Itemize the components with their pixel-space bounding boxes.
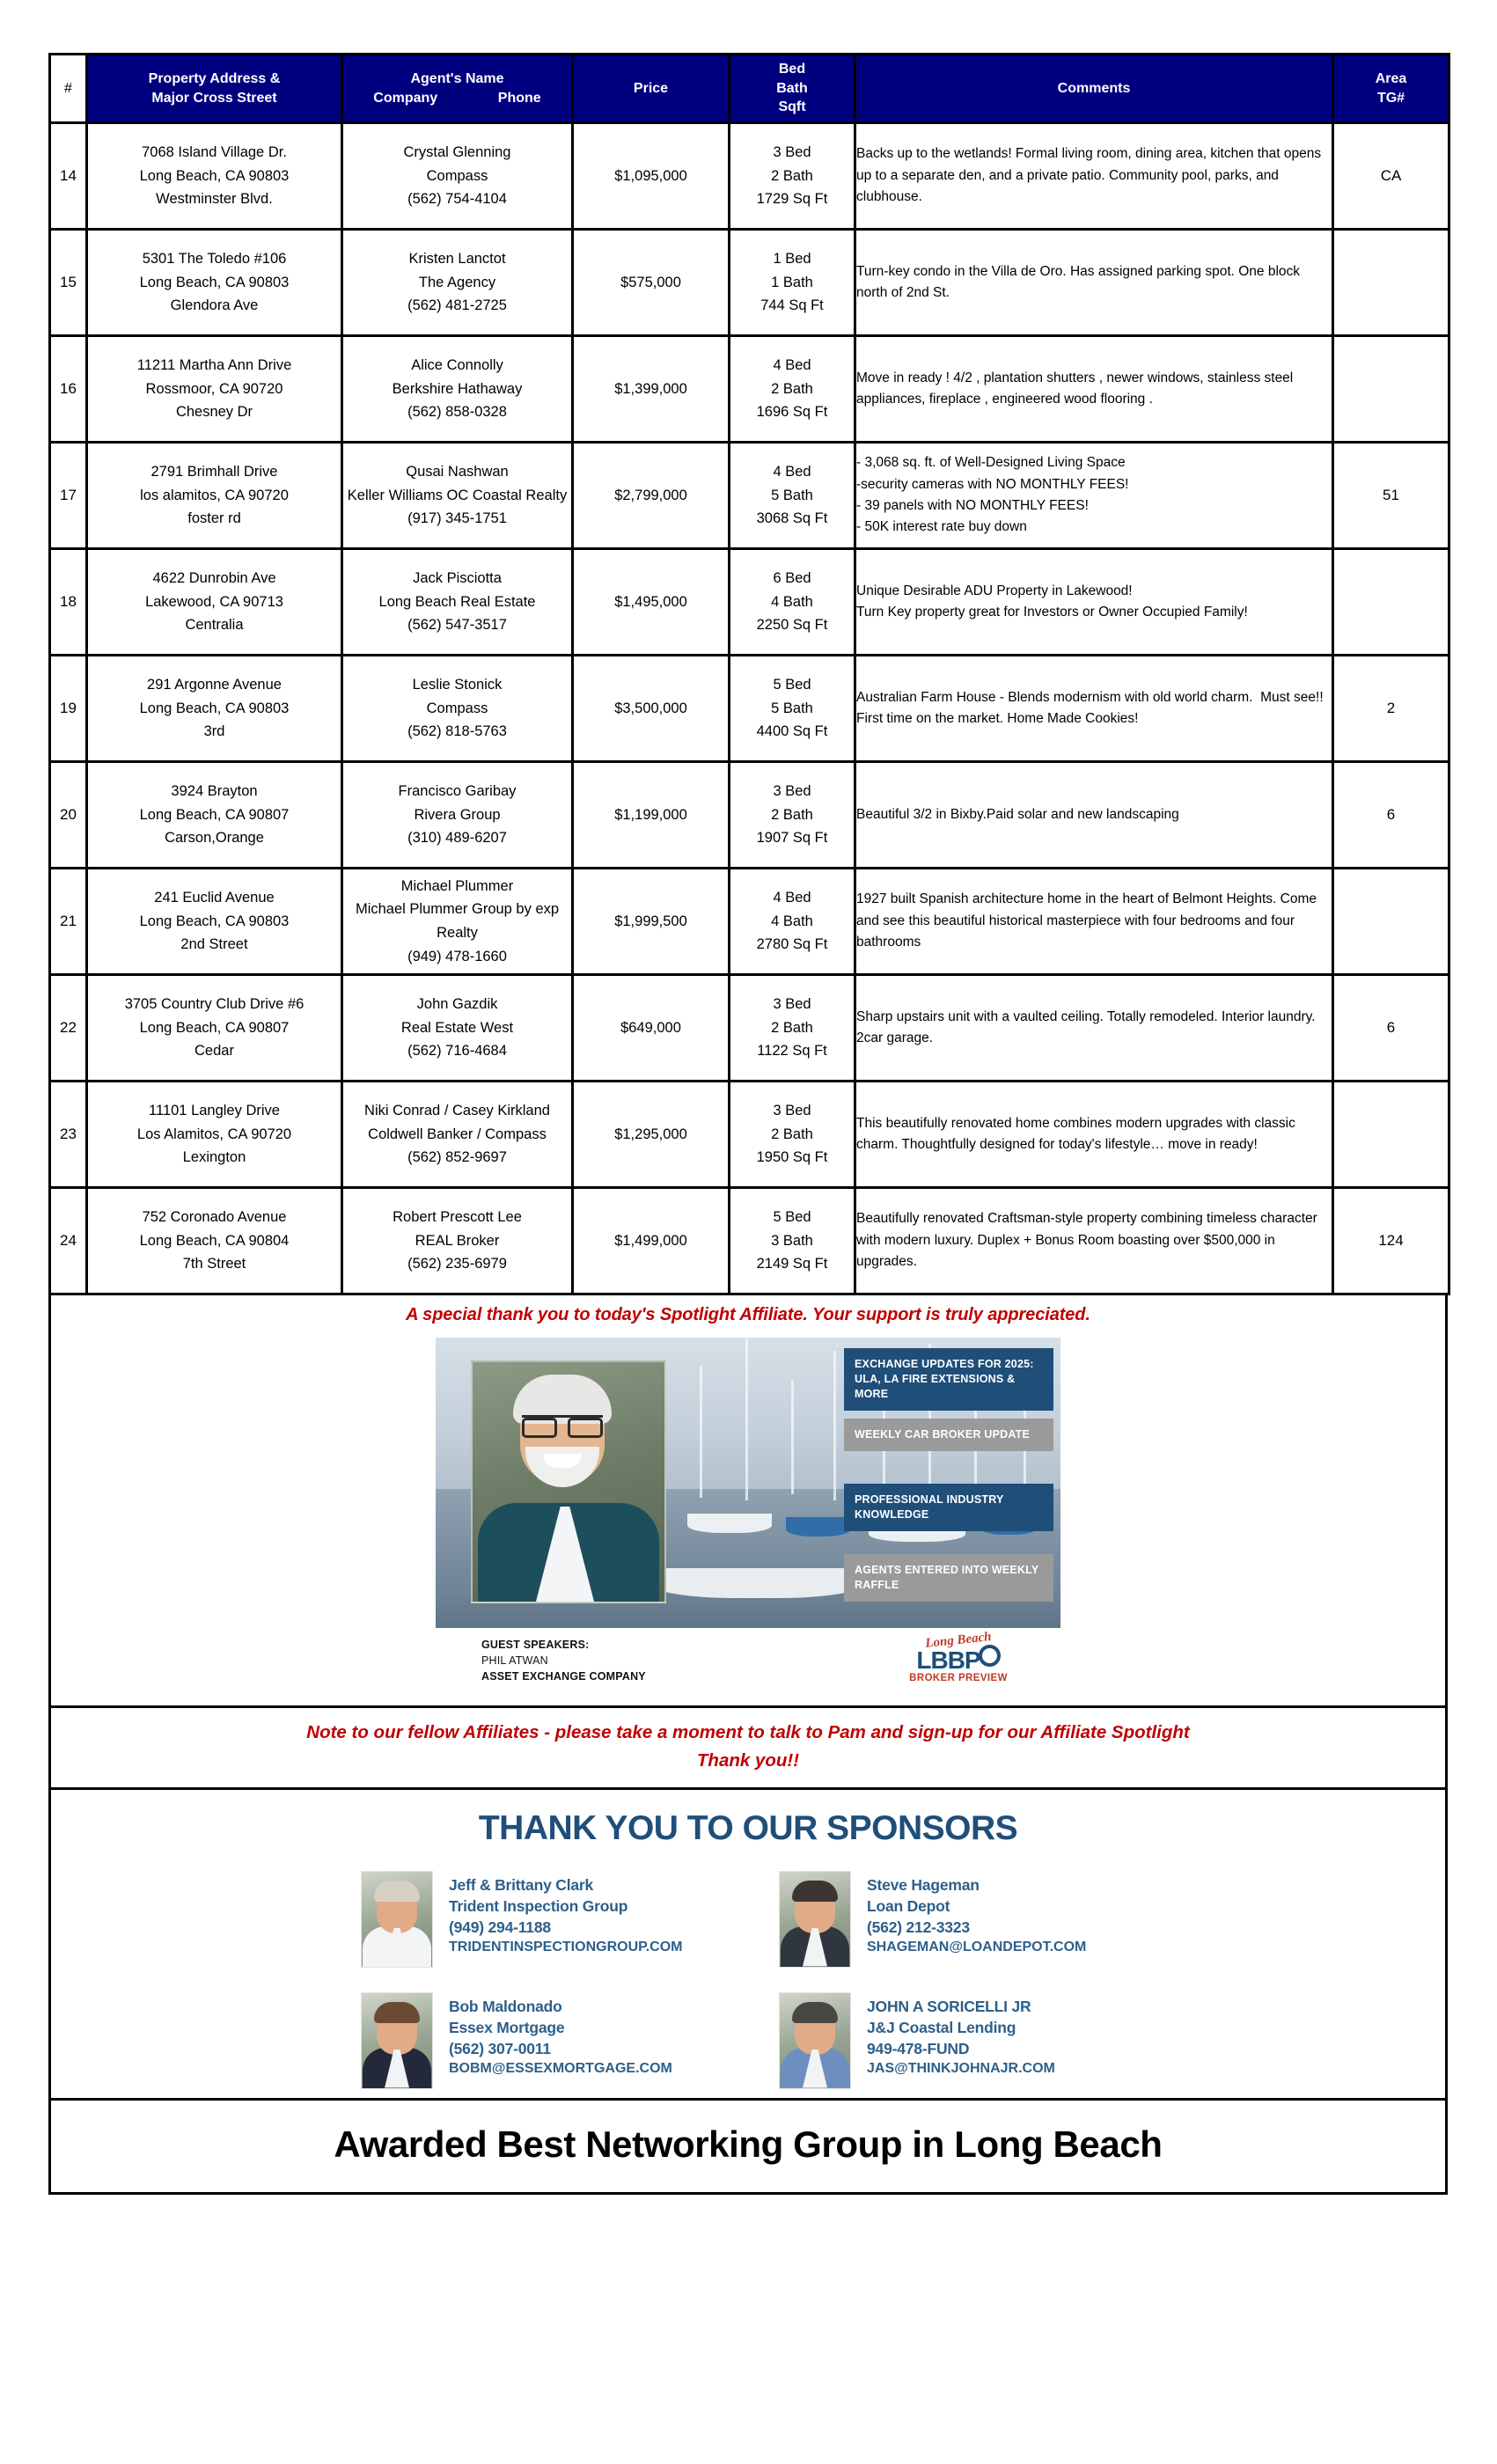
- sponsor-contact[interactable]: TRIDENTINSPECTIONGROUP.COM: [449, 1939, 683, 1954]
- cell-agent-line: Compass: [426, 167, 488, 184]
- row-number: 14: [50, 123, 87, 230]
- cell-agent: [342, 1082, 573, 1188]
- cell-address: [87, 656, 342, 762]
- sponsor-company: J&J Coastal Lending: [867, 2018, 1016, 2036]
- cell-area: [1333, 230, 1449, 336]
- cell-agent-line: Kristen Lanctot: [408, 250, 506, 267]
- cell-price: $1,999,500: [573, 869, 730, 975]
- cell-area: [1333, 869, 1449, 975]
- cell-comments-line: -security cameras with NO MONTHLY FEES!: [856, 476, 1129, 492]
- glasses-icon: [522, 1415, 603, 1434]
- cell-agent: [342, 336, 573, 443]
- row-number: 17: [50, 443, 87, 549]
- agent-header-line1: Agent's Name: [410, 70, 504, 86]
- cell-bed-bath-sqft-line: 2 Bath: [771, 806, 813, 823]
- cell-bed-bath-sqft-line: 2780 Sq Ft: [756, 936, 828, 953]
- cell-price: $1,499,000: [573, 1188, 730, 1294]
- cell-price: $1,495,000: [573, 549, 730, 656]
- cell-bed-bath-sqft-line: 5 Bath: [771, 700, 813, 716]
- cell-address: [87, 549, 342, 656]
- table-row: [50, 549, 1449, 656]
- spotlight-thank-you-text: A special thank you to today's Spotlight Affiliate. Your support is truly appreciated.: [406, 1305, 1090, 1324]
- cell-address-line: Long Beach, CA 90807: [139, 806, 290, 823]
- cell-agent-line: Qusai Nashwan: [406, 463, 509, 480]
- cell-address-line: Los Alamitos, CA 90720: [136, 1126, 292, 1142]
- cell-bed-bath-sqft-line: 4 Bath: [771, 593, 813, 610]
- cell-bed-bath-sqft-line: 2 Bath: [771, 380, 813, 397]
- cell-agent: [342, 762, 573, 869]
- cell-address-line: 241 Euclid Avenue: [154, 889, 275, 906]
- cell-comments: [855, 975, 1333, 1082]
- affiliate-note-section: [48, 1708, 1448, 1790]
- sponsor-card: [779, 1871, 1135, 1968]
- cell-bed-bath-sqft-line: 1729 Sq Ft: [756, 191, 828, 208]
- cell-agent-line: Michael Plummer: [400, 877, 514, 894]
- row-number: 19: [50, 656, 87, 762]
- cell-agent-line: Crystal Glenning: [403, 143, 511, 160]
- cell-agent: [342, 975, 573, 1082]
- sailboat-mast-icon: [745, 1338, 748, 1500]
- cell-comments: [855, 762, 1333, 869]
- cell-bed-bath-sqft-line: 744 Sq Ft: [760, 297, 824, 314]
- cell-price: $575,000: [573, 230, 730, 336]
- agent-header-line2: [343, 89, 571, 108]
- cell-address-line: 291 Argonne Avenue: [147, 676, 282, 693]
- sponsor-name: Steve Hageman: [867, 1875, 980, 1894]
- cell-agent-line: Long Beach Real Estate: [378, 593, 536, 610]
- cell-bed-bath-sqft: [730, 869, 855, 975]
- lbbp-logo-abbr: [916, 1645, 1000, 1673]
- sponsor-photo: [779, 1871, 851, 1968]
- cell-area: 6: [1333, 975, 1449, 1082]
- banner-strip-4: AGENTS ENTERED INTO WEEKLY RAFFLE: [844, 1554, 1053, 1602]
- column-header-bed-bath-sqft: [730, 55, 855, 123]
- cell-agent: [342, 443, 573, 549]
- column-header-price: Price: [573, 55, 730, 123]
- cell-agent-line: (562) 852-9697: [407, 1149, 507, 1166]
- cell-agent-line: The Agency: [418, 274, 496, 290]
- cell-comments-line: This beautifully renovated home combines modern upgrades with classic charm. Thoughtfully designed for today's lifestyle… move in ready!: [856, 1115, 1300, 1152]
- cell-agent-line: Keller Williams OC Coastal Realty: [347, 487, 568, 503]
- cell-address: [87, 336, 342, 443]
- boat-hull-icon: [656, 1568, 858, 1598]
- sponsor-card: [361, 1871, 717, 1968]
- table-row: [50, 1082, 1449, 1188]
- cell-address-line: 7068 Island Village Dr.: [142, 143, 287, 160]
- cell-comments-line: Move in ready ! 4/2 , plantation shutters , newer windows, stainless steel appliances, fireplace , engineered wood flooring .: [856, 370, 1297, 407]
- cell-agent-line: (562) 754-4104: [407, 191, 507, 208]
- address-header-line2: Major Cross Street: [151, 90, 277, 106]
- sponsors-section: [48, 1790, 1448, 2101]
- cell-address-line: 2nd Street: [180, 936, 248, 953]
- cell-bed-bath-sqft: [730, 975, 855, 1082]
- cell-comments: [855, 230, 1333, 336]
- cell-bed-bath-sqft-line: 2149 Sq Ft: [756, 1256, 828, 1272]
- cell-price: $1,095,000: [573, 123, 730, 230]
- cell-agent-line: Robert Prescott Lee: [393, 1208, 522, 1225]
- area-header-line2: TG#: [1376, 90, 1405, 106]
- cell-bed-bath-sqft: [730, 443, 855, 549]
- speaker-portrait: [471, 1360, 666, 1603]
- cell-address-line: 752 Coronado Avenue: [142, 1208, 287, 1225]
- spotlight-affiliate-section: [48, 1295, 1448, 1708]
- cell-bed-bath-sqft-line: 1696 Sq Ft: [756, 404, 828, 421]
- cell-address-line: 3rd: [203, 723, 225, 740]
- lbbp-logo: [906, 1630, 1011, 1684]
- cell-agent-line: Michael Plummer Group by exp Realty: [355, 901, 563, 941]
- cell-agent: [342, 123, 573, 230]
- table-row: [50, 762, 1449, 869]
- cell-agent-line: (949) 478-1660: [407, 948, 507, 964]
- cell-comments: [855, 869, 1333, 975]
- cell-address-line: 11101 Langley Drive: [149, 1102, 280, 1118]
- table-row: [50, 336, 1449, 443]
- cell-comments-line: - 50K interest rate buy down: [856, 519, 1027, 535]
- cell-address-line: Cedar: [194, 1043, 234, 1060]
- cell-comments: [855, 1082, 1333, 1188]
- row-number: 20: [50, 762, 87, 869]
- sponsor-card: [779, 1992, 1135, 2089]
- sponsor-company: Loan Depot: [867, 1896, 950, 1915]
- cell-price: $3,500,000: [573, 656, 730, 762]
- cell-bed-bath-sqft-line: 5 Bed: [773, 1208, 811, 1225]
- cell-bed-bath-sqft-line: 6 Bed: [773, 569, 811, 586]
- cell-address: [87, 1188, 342, 1294]
- cell-agent-line: (562) 547-3517: [407, 617, 507, 634]
- cell-address-line: 3924 Brayton: [171, 782, 258, 799]
- cell-comments: [855, 1188, 1333, 1294]
- table-row: [50, 443, 1449, 549]
- sponsor-contact[interactable]: JAS@THINKJOHNAJR.COM: [867, 2060, 1055, 2076]
- row-number: 21: [50, 869, 87, 975]
- cell-comments-line: Australian Farm House - Blends modernism with old world charm. Must see!! First time on the market. Home Made Cookies!: [856, 689, 1327, 726]
- sponsor-phone: (562) 307-0011: [449, 2039, 551, 2057]
- sponsor-hair-shape: [792, 2002, 838, 2023]
- cell-comments-line: Beautiful 3/2 in Bixby.Paid solar and new landscaping: [856, 806, 1179, 822]
- cell-bed-bath-sqft-line: 3 Bed: [773, 782, 811, 799]
- cell-address-line: Centralia: [185, 617, 244, 634]
- cell-bed-bath-sqft-line: 4 Bed: [773, 889, 811, 906]
- cell-agent-line: Alice Connolly: [411, 356, 503, 373]
- sponsors-title: THANK YOU TO OUR SPONSORS: [478, 1808, 1018, 1847]
- cell-bed-bath-sqft-line: 4 Bath: [771, 913, 813, 929]
- cell-bed-bath-sqft-line: 3068 Sq Ft: [756, 510, 828, 527]
- agent-header-company: Company: [373, 90, 438, 106]
- sponsor-photo: [779, 1992, 851, 2089]
- cell-address-line: 2791 Brimhall Drive: [150, 463, 278, 480]
- cell-bed-bath-sqft-line: 4400 Sq Ft: [756, 723, 828, 740]
- listings-table: [48, 53, 1450, 1295]
- cell-address-line: Glendora Ave: [170, 297, 259, 314]
- cell-address-line: los alamitos, CA 90720: [140, 487, 289, 503]
- cell-bed-bath-sqft: [730, 1188, 855, 1294]
- cell-agent-line: (562) 716-4684: [407, 1043, 507, 1060]
- affiliate-note-line2: Thank you!!: [696, 1749, 800, 1771]
- cell-comments-line: - 39 panels with NO MONTHLY FEES!: [856, 498, 1089, 513]
- row-number: 18: [50, 549, 87, 656]
- bbs-header-bed: Bed: [778, 62, 806, 77]
- cell-address-line: 7th Street: [182, 1256, 246, 1272]
- row-number: 23: [50, 1082, 87, 1188]
- cell-address: [87, 230, 342, 336]
- cell-agent: [342, 549, 573, 656]
- cell-comments: [855, 123, 1333, 230]
- cell-bed-bath-sqft: [730, 123, 855, 230]
- cell-comments-line: Sharp upstairs unit with a vaulted ceiling. Totally remodeled. Interior laundry. 2car garage.: [856, 1008, 1319, 1045]
- cell-bed-bath-sqft-line: 5 Bath: [771, 487, 813, 503]
- cell-address: [87, 123, 342, 230]
- cell-agent-line: Niki Conrad / Casey Kirkland: [364, 1102, 550, 1118]
- row-number: 24: [50, 1188, 87, 1294]
- cell-address-line: 11211 Martha Ann Drive: [136, 356, 292, 373]
- cell-address-line: 4622 Dunrobin Ave: [152, 569, 276, 586]
- bbs-header-sqft: Sqft: [778, 99, 806, 115]
- agent-header-phone: Phone: [497, 90, 541, 106]
- sponsor-phone: (949) 294-1188: [449, 1918, 551, 1936]
- cell-bed-bath-sqft-line: 4 Bed: [773, 356, 811, 373]
- circle-icon: [979, 1645, 1001, 1667]
- row-number: 16: [50, 336, 87, 443]
- cell-address-line: Chesney Dr: [175, 404, 253, 421]
- cell-address-line: 5301 The Toledo #106: [142, 250, 287, 267]
- banner-strip-3: PROFESSIONAL INDUSTRY KNOWLEDGE: [844, 1484, 1053, 1531]
- table-body: [50, 123, 1449, 1294]
- banner-strip-1: EXCHANGE UPDATES FOR 2025: ULA, LA FIRE EXTENSIONS & MORE: [844, 1348, 1053, 1411]
- cell-agent-line: (562) 481-2725: [407, 297, 507, 314]
- cell-bed-bath-sqft-line: 2 Bath: [771, 167, 813, 184]
- cell-address-line: 3705 Country Club Drive #6: [124, 995, 305, 1012]
- sponsor-phone: (562) 212-3323: [867, 1918, 970, 1936]
- cell-bed-bath-sqft-line: 2 Bath: [771, 1019, 813, 1036]
- sponsor-details: [867, 1992, 1055, 2079]
- cell-address-line: Long Beach, CA 90803: [139, 700, 290, 716]
- sponsor-name: Jeff & Brittany Clark: [449, 1875, 594, 1894]
- cell-comments: [855, 656, 1333, 762]
- cell-price: $649,000: [573, 975, 730, 1082]
- sponsor-photo: [361, 1992, 433, 2089]
- cell-comments-line: - 3,068 sq. ft. of Well-Designed Living Space: [856, 455, 1126, 471]
- boat-hull-icon: [786, 1517, 851, 1536]
- cell-bed-bath-sqft-line: 5 Bed: [773, 676, 811, 693]
- sponsor-details: [449, 1871, 683, 1958]
- cell-agent-line: Francisco Garibay: [398, 782, 517, 799]
- cell-address: [87, 443, 342, 549]
- cell-address-line: Long Beach, CA 90804: [139, 1232, 290, 1249]
- cell-agent-line: Compass: [426, 700, 488, 716]
- cell-agent-line: Berkshire Hathaway: [392, 380, 523, 397]
- cell-address-line: Long Beach, CA 90803: [139, 274, 290, 290]
- cell-area: CA: [1333, 123, 1449, 230]
- cell-address: [87, 869, 342, 975]
- row-number: 15: [50, 230, 87, 336]
- cell-agent-line: John Gazdik: [416, 995, 498, 1012]
- cell-comments-line: Turn Key property great for Investors or Owner Occupied Family!: [856, 605, 1248, 620]
- cell-area: 51: [1333, 443, 1449, 549]
- area-header-line1: Area: [1375, 70, 1407, 86]
- sailboat-mast-icon: [791, 1380, 794, 1494]
- cell-bed-bath-sqft-line: 1122 Sq Ft: [757, 1043, 827, 1060]
- affiliate-note-line1: Note to our fellow Affiliates - please take a moment to talk to Pam and sign-up for our Affiliate Spotlight: [306, 1722, 1190, 1742]
- table-row: [50, 869, 1449, 975]
- cell-agent: [342, 869, 573, 975]
- guest-speakers-label: GUEST SPEAKERS:: [481, 1639, 590, 1651]
- cell-agent-line: Real Estate West: [400, 1019, 514, 1036]
- sponsor-name: JOHN A SORICELLI JR: [867, 1997, 1031, 2015]
- cell-address-line: Long Beach, CA 90803: [139, 913, 290, 929]
- table-header: [50, 55, 1449, 123]
- cell-address: [87, 762, 342, 869]
- cell-address-line: Rossmoor, CA 90720: [145, 380, 283, 397]
- sponsor-name: Bob Maldonado: [449, 1997, 562, 2015]
- cell-price: $1,399,000: [573, 336, 730, 443]
- cell-agent-line: Coldwell Banker / Compass: [368, 1126, 547, 1142]
- sailboat-mast-icon: [833, 1351, 836, 1500]
- cell-comments: [855, 443, 1333, 549]
- cell-comments: [855, 549, 1333, 656]
- cell-address: [87, 1082, 342, 1188]
- cell-bed-bath-sqft-line: 3 Bed: [773, 143, 811, 160]
- banner-strip-2: WEEKLY CAR BROKER UPDATE: [844, 1419, 1053, 1451]
- sponsor-contact[interactable]: SHAGEMAN@LOANDEPOT.COM: [867, 1939, 1087, 1954]
- spotlight-banner: [436, 1338, 1060, 1697]
- cell-agent-line: Rivera Group: [414, 806, 501, 823]
- cell-price: $1,295,000: [573, 1082, 730, 1188]
- address-header-line1: Property Address &: [148, 70, 281, 86]
- cell-agent: [342, 230, 573, 336]
- cell-area: 6: [1333, 762, 1449, 869]
- cell-agent-line: (310) 489-6207: [407, 830, 507, 847]
- sponsor-hair-shape: [792, 1881, 838, 1902]
- cell-price: $2,799,000: [573, 443, 730, 549]
- cell-bed-bath-sqft-line: 2 Bath: [771, 1126, 813, 1142]
- sponsor-details: [449, 1992, 672, 2079]
- table-row: [50, 230, 1449, 336]
- cell-bed-bath-sqft: [730, 336, 855, 443]
- cell-agent-line: REAL Broker: [415, 1232, 500, 1249]
- header-row: [50, 55, 1449, 123]
- sponsor-details: [867, 1871, 1086, 1958]
- cell-bed-bath-sqft: [730, 549, 855, 656]
- spotlight-banner-wrapper: [51, 1331, 1445, 1705]
- table-row: [50, 656, 1449, 762]
- cell-address-line: foster rd: [187, 510, 241, 527]
- cell-bed-bath-sqft-line: 3 Bed: [773, 1102, 811, 1118]
- cell-agent-line: (562) 818-5763: [407, 723, 507, 740]
- award-banner: Awarded Best Networking Group in Long Beach: [48, 2101, 1448, 2195]
- cell-bed-bath-sqft-line: 2250 Sq Ft: [756, 617, 828, 634]
- cell-comments-line: Backs up to the wetlands! Formal living room, dining area, kitchen that opens up to a separate den, and a private patio. Community pool, parks, and clubhouse.: [856, 146, 1325, 205]
- column-header-number: #: [50, 55, 87, 123]
- lbbp-logo-subtitle: BROKER PREVIEW: [909, 1673, 1008, 1683]
- table-row: [50, 975, 1449, 1082]
- cell-bed-bath-sqft-line: 1 Bed: [773, 250, 811, 267]
- cell-comments: [855, 336, 1333, 443]
- table-row: [50, 1188, 1449, 1294]
- sponsor-photo: [361, 1871, 433, 1968]
- cell-area: [1333, 549, 1449, 656]
- cell-bed-bath-sqft: [730, 230, 855, 336]
- cell-area: [1333, 336, 1449, 443]
- cell-agent-line: Leslie Stonick: [412, 676, 503, 693]
- row-number: 22: [50, 975, 87, 1082]
- sailboat-mast-icon: [700, 1366, 702, 1498]
- sponsor-card: [361, 1992, 717, 2089]
- marina-photo: [436, 1338, 1060, 1628]
- cell-address-line: Westminster Blvd.: [156, 191, 273, 208]
- cell-bed-bath-sqft: [730, 1082, 855, 1188]
- cell-address-line: Carson,Orange: [165, 830, 264, 847]
- cell-area: [1333, 1082, 1449, 1188]
- column-header-comments: Comments: [855, 55, 1333, 123]
- lbbp-abbr-text: LBBP: [916, 1646, 980, 1674]
- cell-bed-bath-sqft-line: 3 Bath: [771, 1232, 813, 1249]
- cell-agent-line: (917) 345-1751: [407, 510, 507, 527]
- cell-area: 2: [1333, 656, 1449, 762]
- lbbp-logo-script-text: Long Beach: [924, 1630, 993, 1651]
- banner-footer: [436, 1628, 1060, 1697]
- cell-agent: [342, 1188, 573, 1294]
- sponsor-company: Essex Mortgage: [449, 2018, 565, 2036]
- cell-bed-bath-sqft-line: 3 Bed: [773, 995, 811, 1012]
- cell-agent: [342, 656, 573, 762]
- table-row: [50, 123, 1449, 230]
- boat-hull-icon: [687, 1514, 772, 1533]
- cell-price: $1,199,000: [573, 762, 730, 869]
- cell-bed-bath-sqft-line: 1 Bath: [771, 274, 813, 290]
- column-header-area: [1333, 55, 1449, 123]
- cell-address-line: Long Beach, CA 90807: [139, 1019, 290, 1036]
- cell-bed-bath-sqft-line: 4 Bed: [773, 463, 811, 480]
- cell-agent-line: (562) 858-0328: [407, 404, 507, 421]
- cell-bed-bath-sqft-line: 1950 Sq Ft: [756, 1149, 828, 1166]
- sponsor-contact[interactable]: BOBM@ESSEXMORTGAGE.COM: [449, 2060, 672, 2076]
- cell-comments-line: Turn-key condo in the Villa de Oro. Has assigned parking spot. One block north of 2nd St.: [856, 263, 1304, 300]
- column-header-address: [87, 55, 342, 123]
- sponsor-hair-shape: [374, 2002, 420, 2023]
- cell-comments-line: Unique Desirable ADU Property in Lakewood!: [856, 583, 1133, 598]
- cell-bed-bath-sqft: [730, 762, 855, 869]
- column-header-agent: [342, 55, 573, 123]
- cell-area: 124: [1333, 1188, 1449, 1294]
- sponsors-grid: [361, 1871, 1135, 2089]
- sponsor-hair-shape: [374, 1881, 420, 1902]
- cell-agent-line: (562) 235-6979: [407, 1256, 507, 1272]
- bbs-header-bath: Bath: [776, 80, 808, 96]
- sponsor-phone: 949-478-FUND: [867, 2039, 970, 2057]
- cell-address-line: Long Beach, CA 90803: [139, 167, 290, 184]
- cell-address-line: Lakewood, CA 90713: [145, 593, 283, 610]
- cell-comments-line: 1927 built Spanish architecture home in the heart of Belmont Heights. Come and see this beautiful historical masterpiece with four bedrooms and four bathrooms: [856, 891, 1321, 950]
- guest-speaker-name: PHIL ATWAN: [481, 1654, 548, 1668]
- cell-comments-line: Beautifully renovated Craftsman-style property combining timeless character with modern luxury. Duplex + Bonus Room boasting over $500,000 in upgrades.: [856, 1211, 1322, 1270]
- cell-bed-bath-sqft-line: 1907 Sq Ft: [756, 830, 828, 847]
- cell-address: [87, 975, 342, 1082]
- cell-bed-bath-sqft: [730, 656, 855, 762]
- guest-speaker-company: ASSET EXCHANGE COMPANY: [481, 1670, 646, 1683]
- cell-address-line: Lexington: [182, 1149, 246, 1166]
- sponsor-company: Trident Inspection Group: [449, 1896, 628, 1915]
- cell-agent-line: Jack Pisciotta: [413, 569, 502, 586]
